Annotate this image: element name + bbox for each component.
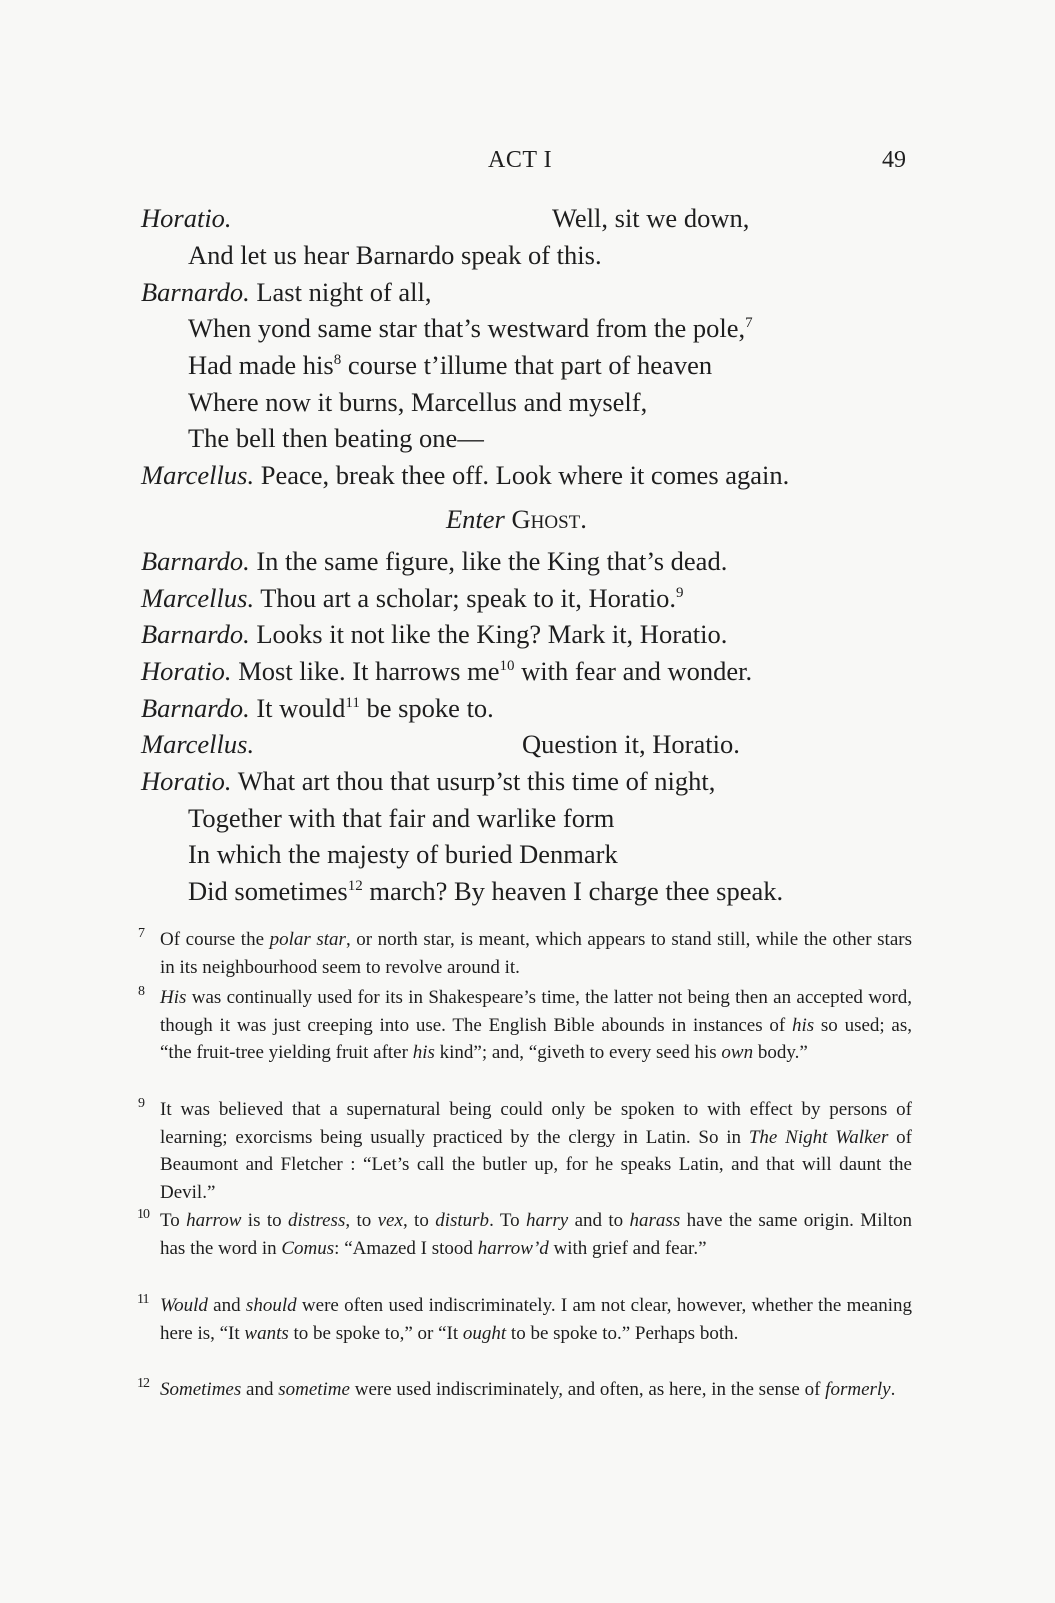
footnote-emphasis: should [245, 1295, 297, 1316]
footnote-10 [137, 1207, 913, 1262]
stage-character: Ghost. [511, 504, 587, 534]
speech-text: with fear and wonder. [521, 656, 753, 686]
footnote-emphasis: The Night Walker [748, 1126, 889, 1148]
speaker-name: Barnardo. [141, 619, 250, 649]
verse-line: Where now it burns, Marcellus and myself, [188, 387, 648, 417]
verse-line: In which the majesty of buried Denmark [188, 839, 618, 869]
footnote-12 [137, 1376, 912, 1404]
speaker-name: Barnardo. [141, 277, 250, 307]
footnote-text: It was believed that a supernatural being could only be spoken to with effect by persons of learning; exorcisms being usually practiced by the clergy in Latin. So in [160, 1099, 912, 1148]
footnote-text: and to [568, 1210, 630, 1231]
footnote-number: 10 [137, 1207, 149, 1222]
speech-text: be spoke to. [366, 693, 494, 723]
footnote-number: 7 [138, 926, 145, 941]
footnote-emphasis: wants [244, 1322, 289, 1344]
speech-line [141, 545, 727, 577]
speech-line [141, 202, 232, 234]
verse-line: And let us hear Barnardo speak of this. [188, 240, 602, 270]
speech-text: Question it, Horatio. [522, 729, 740, 759]
speech-text: Peace, break thee off. Look where it comes again. [260, 460, 790, 490]
footnote-text: have the same origin. Milton has the word in [160, 1210, 913, 1259]
speaker-name: Marcellus. [141, 460, 255, 490]
footnote-emphasis: own [721, 1042, 754, 1063]
footnote-text: . To [489, 1210, 526, 1231]
footnote-text: and [207, 1295, 246, 1316]
footnote-text: with grief and fear.” [548, 1237, 707, 1259]
footnote-emphasis: his [791, 1014, 815, 1036]
footnote-text: , to [402, 1210, 436, 1231]
speaker-name: Barnardo. [141, 546, 250, 576]
speech-line [141, 728, 254, 760]
verse-line: Together with that fair and warlike form [188, 803, 615, 833]
footnote-text: , or north star, is meant, which appears to stand still, while the other stars in its neighbourhood seem to revolve around it. [160, 929, 912, 978]
footnote-text: Of course the [160, 929, 270, 950]
speaker-name: Barnardo. [141, 693, 250, 723]
speech-line [141, 765, 715, 797]
speaker-name: Marcellus. [141, 729, 255, 759]
speech-line [141, 692, 494, 724]
speech-line [141, 276, 432, 308]
stage-verb: Enter [446, 504, 505, 534]
speech-text: Looks it not like the King? Mark it, Horatio. [256, 619, 728, 649]
footnote-text: kind”; and, “giveth to every seed his [434, 1042, 722, 1063]
speaker-name: Horatio. [141, 656, 232, 686]
footnote-7 [138, 926, 912, 981]
verse-line [188, 349, 712, 381]
speech-text: What art thou that usurp’st this time of night, [237, 766, 716, 796]
footnote-emphasis: harry [525, 1210, 569, 1231]
verse-line [188, 312, 753, 344]
footnote-reference[interactable]: 11 [345, 695, 360, 711]
footnote-text: to be spoke to.” Perhaps both. [506, 1322, 739, 1344]
footnote-emphasis: ought [462, 1322, 507, 1344]
running-head-title: ACT I [488, 147, 553, 173]
footnote-emphasis: disturb [435, 1210, 490, 1231]
footnote-text: To [160, 1210, 187, 1231]
footnote-text: . [890, 1379, 896, 1400]
footnote-text: body.” [753, 1042, 808, 1063]
footnote-emphasis: His [160, 987, 187, 1008]
speech-line [141, 655, 752, 687]
footnote-text: and [241, 1379, 279, 1400]
footnote-9 [138, 1096, 912, 1206]
speech-text: Last night of all, [256, 277, 432, 307]
footnote-emphasis: Sometimes [160, 1379, 242, 1400]
speech-text: It would [256, 693, 346, 723]
footnote-number: 8 [138, 984, 145, 999]
footnote-emphasis: polar star [269, 929, 346, 950]
speech-text: In the same figure, like the King that’s dead. [256, 546, 728, 576]
footnote-text: to be spoke to,” or “It [288, 1322, 463, 1344]
footnote-text: , to [345, 1210, 378, 1231]
footnote-emphasis: distress [287, 1210, 346, 1231]
footnote-text: so used; as, “the fruit-tree yielding fruit after [160, 1014, 913, 1063]
footnote-reference[interactable]: 12 [347, 878, 363, 894]
verse-line [188, 875, 783, 907]
verse-text: course t’illume that part of heaven [347, 350, 713, 380]
speech-text: Most like. It harrows me [238, 656, 500, 686]
footnote-text: : “Amazed I stood [334, 1237, 478, 1259]
speaker-name: Marcellus. [141, 583, 255, 613]
stage-direction [446, 503, 587, 535]
verse-text: Had made his [188, 350, 334, 380]
footnote-text: were often used indiscriminately. I am not clear, however, whether the meaning here is, “It [160, 1295, 912, 1344]
footnote-8 [138, 984, 913, 1067]
footnote-text: was continually used for its in Shakespeare’s time, the latter not being then an accepted word, though it was just creeping into use. The English Bible abounds in instances of [160, 987, 912, 1036]
verse-text: Did sometimes [188, 876, 348, 906]
footnote-emphasis: Would [160, 1295, 208, 1316]
footnote-emphasis: vex [377, 1210, 403, 1231]
footnote-emphasis: harrow [186, 1210, 242, 1231]
footnote-reference[interactable]: 9 [676, 585, 684, 601]
footnote-text: of Beaumont and Fletcher : “Let’s call the butler up, for he speaks Latin, and that will daunt the Devil.” [160, 1126, 912, 1203]
speaker-name: Horatio. [141, 203, 232, 233]
footnote-emphasis: formerly [825, 1379, 891, 1400]
footnote-emphasis: his [412, 1042, 435, 1063]
footnote-text: is to [241, 1210, 288, 1231]
footnote-reference[interactable]: 8 [333, 352, 342, 368]
speech-line [141, 582, 684, 614]
footnote-11 [137, 1292, 912, 1347]
verse-text: When yond same star that’s westward from the pole, [188, 313, 746, 343]
footnote-emphasis: sometime [278, 1379, 350, 1400]
footnote-number: 11 [137, 1292, 149, 1307]
footnote-text: were used indiscriminately, and often, as here, in the sense of [349, 1379, 826, 1400]
footnote-emphasis: harrow’d [477, 1237, 549, 1259]
verse-line: The bell then beating one— [188, 423, 484, 453]
footnote-number: 9 [138, 1096, 145, 1111]
footnote-reference[interactable]: 10 [499, 658, 515, 674]
speech-text: Well, sit we down, [552, 203, 750, 233]
footnote-emphasis: Comus [281, 1237, 335, 1259]
footnote-number: 12 [137, 1376, 149, 1391]
footnote-emphasis: harass [629, 1210, 681, 1231]
speech-text: Thou art a scholar; speak to it, Horatio. [260, 583, 677, 613]
footnote-reference[interactable]: 7 [745, 315, 753, 331]
speech-line [141, 618, 727, 650]
verse-text: march? By heaven I charge thee speak. [369, 876, 784, 906]
speech-line [141, 459, 789, 491]
page-number: 49 [882, 147, 906, 173]
speaker-name: Horatio. [141, 766, 232, 796]
